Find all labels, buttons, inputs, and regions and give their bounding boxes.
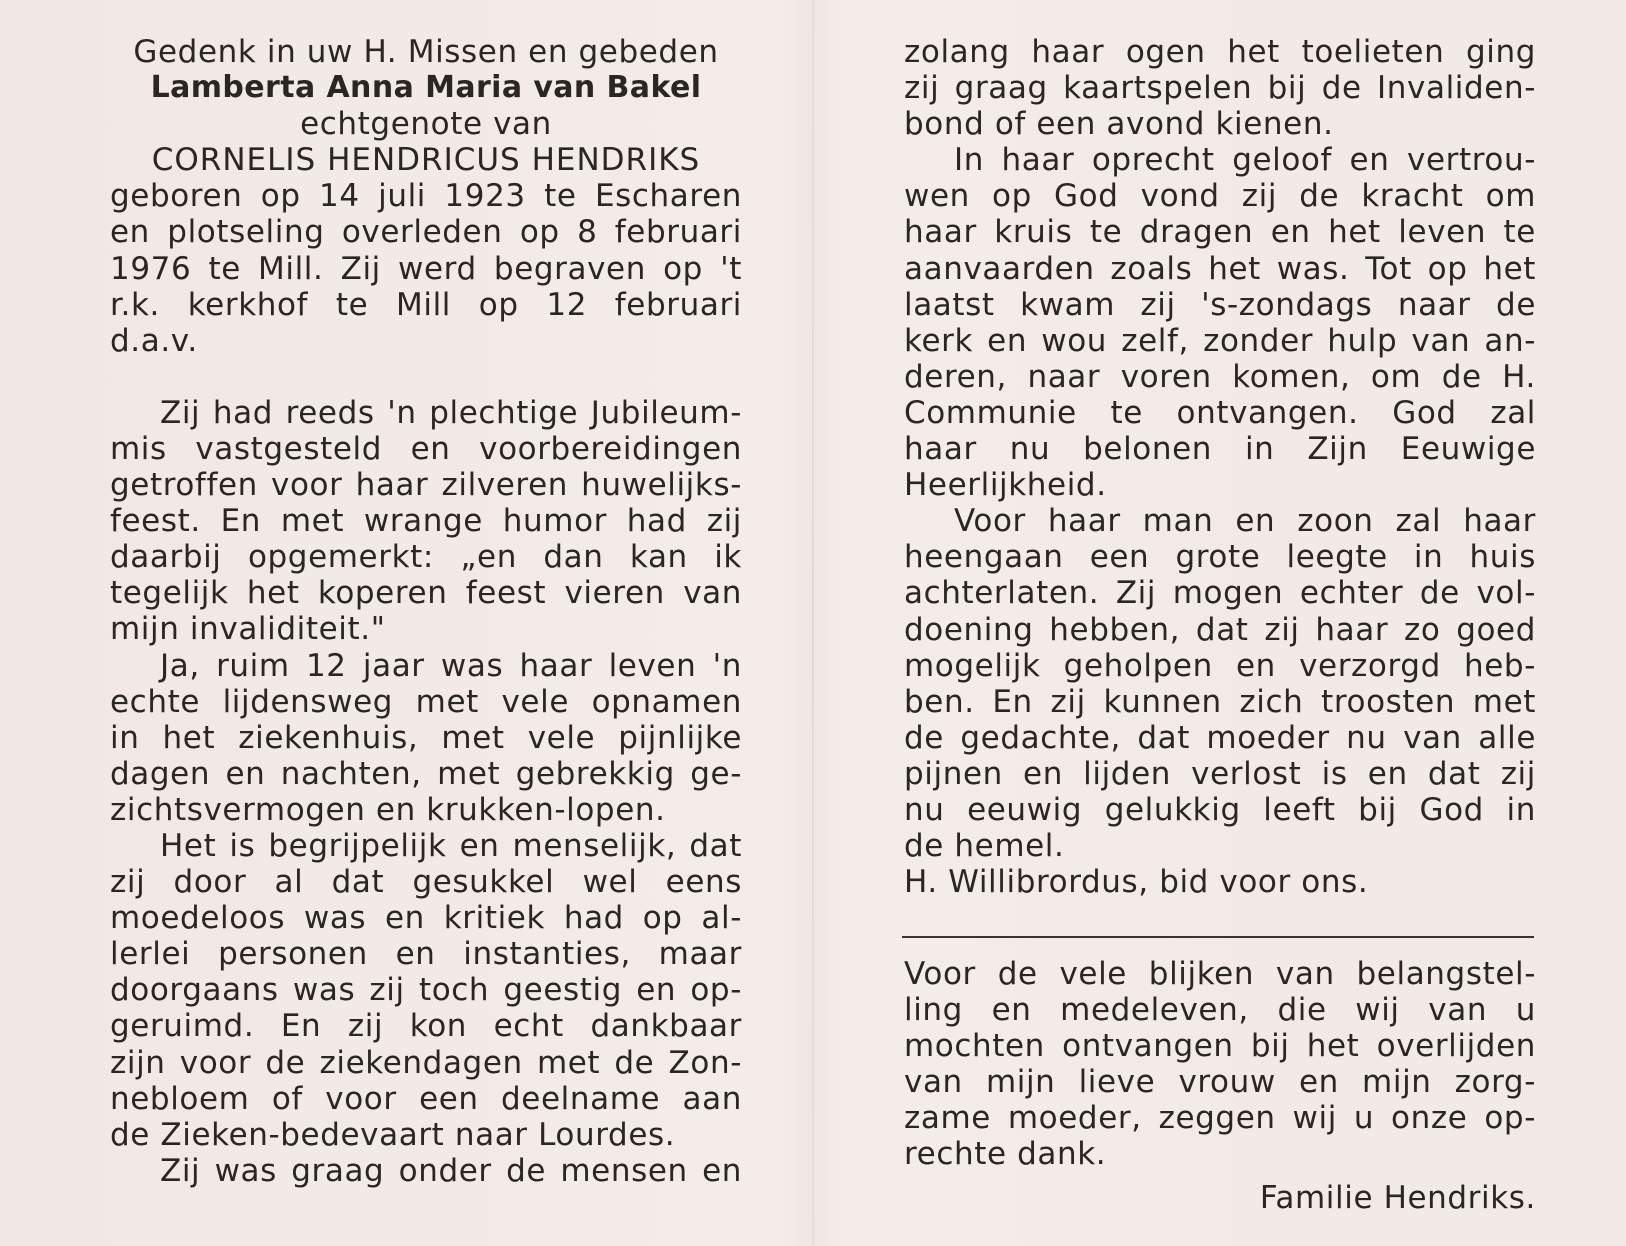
text-line: d.a.v. xyxy=(110,322,198,359)
text-line: r.k. kerkhof te Mill op 12 februari xyxy=(110,286,742,323)
text-line: mijn invaliditeit." xyxy=(110,611,386,648)
text-line: Ja, ruim 12 jaar was haar leven 'n xyxy=(160,647,742,684)
text-line: echte lijdensweg met vele opnamen xyxy=(110,683,742,720)
text-line: geboren op 14 juli 1923 te Escharen xyxy=(110,178,742,215)
left-column xyxy=(110,34,742,1189)
text-line: zij graag kaartspelen bij de Invaliden- xyxy=(904,70,1536,107)
text-line: zijn voor de ziekendagen met de Zon- xyxy=(110,1044,742,1081)
thanks-line: mochten ontvangen bij het overlijden xyxy=(904,1028,1536,1065)
family-signature: Familie Hendriks. xyxy=(1259,1180,1536,1216)
text-line: nebloem of voor een deelname aan xyxy=(110,1080,742,1117)
text-line: zolang haar ogen het toelieten ging xyxy=(904,34,1536,70)
text-line: haar nu belonen in Zijn Eeuwige xyxy=(904,431,1536,468)
text-line: zichtsvermogen en krukken-lopen. xyxy=(110,791,666,828)
text-line: mis vastgesteld en voorbereidingen xyxy=(110,430,742,467)
text-line: Heerlijkheid. xyxy=(904,467,1107,504)
text-line: achterlaten. Zij mogen echter de vol- xyxy=(904,575,1536,612)
text-line: zij door al dat gesukkel wel eens xyxy=(110,864,742,901)
text-line: In haar oprecht geloof en vertrou- xyxy=(954,142,1536,179)
text-line: geruimd. En zij kon echt dankbaar xyxy=(110,1008,742,1045)
text-line: mogelijk geholpen en verzorgd heb- xyxy=(904,647,1536,684)
text-line: getroffen voor haar zilveren huwelijks- xyxy=(110,467,742,504)
prayer-line: H. Willibrordus, bid voor ons. xyxy=(904,864,1369,901)
text-line: de Zieken-bedevaart naar Lourdes. xyxy=(110,1116,676,1153)
text-line: lerlei personen en instanties, maar xyxy=(110,936,742,973)
paragraph-gap xyxy=(110,359,742,395)
text-line: kerk en wou zelf, zonder hulp van an- xyxy=(904,322,1536,359)
divider-rule xyxy=(902,936,1534,938)
spouse-intro: echtgenote van xyxy=(300,106,552,143)
text-line: doorgaans was zij toch geestig en op- xyxy=(110,972,742,1009)
card-fold xyxy=(812,0,814,1246)
text-line: in het ziekenhuis, met vele pijnlijke xyxy=(110,719,742,756)
text-line: deren, naar voren komen, om de H. xyxy=(904,358,1536,395)
text-line: bond of een avond kienen. xyxy=(904,106,1334,143)
text-line: nu eeuwig gelukkig leeft bij God in xyxy=(904,791,1536,828)
text-line: heengaan een grote leegte in huis xyxy=(904,539,1536,576)
text-line: feest. En met wrange humor had zij xyxy=(110,503,742,540)
text-line: de gedachte, dat moeder nu van alle xyxy=(904,719,1536,756)
spouse-name: CORNELIS HENDRICUS HENDRIKS xyxy=(151,142,701,179)
thanks-line: Voor de vele blijken van belangstel- xyxy=(904,956,1536,992)
thanks-block xyxy=(904,956,1536,1173)
text-line: tegelijk het koperen feest vieren van xyxy=(110,575,742,612)
text-line: ben. En zij kunnen zich troosten met xyxy=(904,683,1536,720)
text-line: Zij was graag onder de mensen en xyxy=(160,1152,742,1189)
text-line: aanvaarden zoals het was. Tot op het xyxy=(904,250,1536,287)
text-line: doening hebben, dat zij haar zo goed xyxy=(904,611,1536,648)
text-line: Zij had reeds 'n plechtige Jubileum- xyxy=(160,394,742,431)
text-line: moedeloos was en kritiek had op al- xyxy=(110,900,742,937)
text-line: dagen en nachten, met gebrekkig ge- xyxy=(110,755,742,792)
text-line: haar kruis te dragen en het leven te xyxy=(904,214,1536,251)
text-line: Voor haar man en zoon zal haar xyxy=(954,503,1536,540)
thanks-line: rechte dank. xyxy=(904,1136,1107,1173)
text-line: laatst kwam zij 's-zondags naar de xyxy=(904,286,1536,323)
right-column xyxy=(904,34,1536,900)
deceased-name: Lamberta Anna Maria van Bakel xyxy=(150,70,702,106)
thanks-line: van mijn lieve vrouw en mijn zorg- xyxy=(904,1064,1536,1101)
text-line: Het is begrijpelijk en menselijk, dat xyxy=(160,827,742,864)
text-line: en plotseling overleden op 8 februari xyxy=(110,214,742,251)
text-line: pijnen en lijden verlost is en dat zij xyxy=(904,755,1536,792)
text-line: de hemel. xyxy=(904,828,1065,865)
heading: Gedenk in uw H. Missen en gebeden xyxy=(133,34,719,70)
text-line: Communie te ontvangen. God zal xyxy=(904,394,1536,431)
thanks-line: zame moeder, zeggen wij u onze op- xyxy=(904,1100,1536,1137)
text-line: wen op God vond zij de kracht om xyxy=(904,178,1536,215)
text-line: daarbij opgemerkt: „en dan kan ik xyxy=(110,539,742,576)
thanks-line: ling en medeleven, die wij van u xyxy=(904,992,1536,1029)
text-line: 1976 te Mill. Zij werd begraven op 't xyxy=(110,250,742,287)
